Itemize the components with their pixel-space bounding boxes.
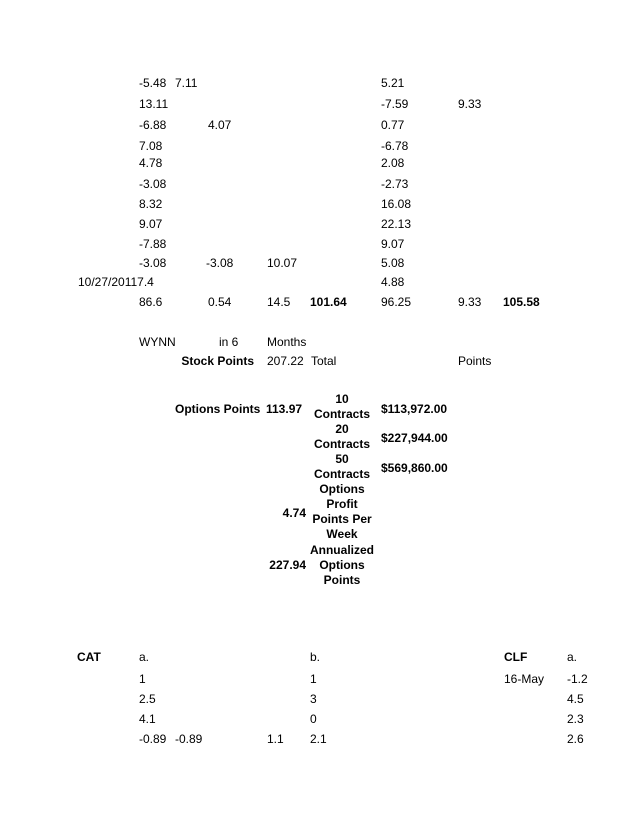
- cell: 9.07: [139, 217, 163, 231]
- contracts-20-label: 20 Contracts: [313, 422, 370, 451]
- total-cell: 14.5: [267, 295, 291, 309]
- total-cell: 86.6: [139, 295, 163, 309]
- cell: -6.78: [381, 139, 409, 153]
- cell: 3: [310, 692, 317, 706]
- cell: 4.1: [139, 712, 156, 726]
- cell: 2.6: [567, 732, 584, 746]
- ticker-clf: CLF: [504, 650, 528, 664]
- cell: -1.2: [567, 672, 588, 686]
- cell: -5.48: [139, 76, 167, 90]
- cell: 2.3: [567, 712, 584, 726]
- total-cell: 9.33: [458, 295, 482, 309]
- contracts-10-label: 10 Contracts: [313, 392, 370, 421]
- cell: -0.89: [139, 732, 167, 746]
- cell: 16.08: [381, 197, 412, 211]
- contracts-10-value: $113,972.00: [381, 402, 448, 416]
- cell: 1: [310, 672, 317, 686]
- date-cell: 10/27/20117.4: [78, 275, 154, 289]
- points-label: Points: [458, 354, 492, 368]
- cell: 9.07: [381, 237, 405, 251]
- cell: 7.08: [139, 139, 163, 153]
- total-cell: 0.54: [208, 295, 232, 309]
- total-cell: 101.64: [310, 295, 347, 309]
- weekly-options-label: Options Profit Points Per Week: [312, 482, 372, 541]
- cell: 2.08: [381, 156, 405, 170]
- cell: 9.33: [458, 97, 482, 111]
- total-cell: 105.58: [503, 295, 540, 309]
- cell: -2.73: [381, 177, 409, 191]
- contracts-50-value: $569,860.00: [381, 461, 448, 475]
- cell: 13.11: [139, 97, 169, 111]
- cell: 1: [139, 672, 146, 686]
- col-b-label: b.: [310, 650, 321, 664]
- cell: 0: [310, 712, 317, 726]
- cell: 4.88: [381, 275, 405, 289]
- total-cell: 96.25: [381, 295, 412, 309]
- annualized-options-label: Annualized Options Points: [309, 543, 374, 587]
- cell: -7.88: [139, 237, 167, 251]
- cell: 5.08: [381, 256, 405, 270]
- ticker-label: WYNN: [139, 335, 176, 349]
- cell: 22.13: [381, 217, 412, 231]
- cell: -0.89: [175, 732, 203, 746]
- cell: 4.5: [567, 692, 584, 706]
- cell: 4.78: [139, 156, 163, 170]
- date-cell: 16-May: [504, 672, 545, 686]
- cell: 5.21: [381, 76, 405, 90]
- cell: 0.77: [381, 118, 405, 132]
- cell: 7.11: [175, 76, 198, 90]
- total-label: Total: [311, 354, 337, 368]
- col-a-label: a.: [139, 650, 150, 664]
- cell: -6.88: [139, 118, 167, 132]
- months-label: Months: [267, 335, 307, 349]
- weekly-options-value: 4.74: [282, 506, 306, 520]
- cell: -3.08: [139, 177, 167, 191]
- cell: 2.5: [139, 692, 156, 706]
- cell: 4.07: [208, 118, 232, 132]
- annualized-options-value: 227.94: [269, 558, 306, 572]
- ticker-cat: CAT: [77, 650, 101, 664]
- contracts-50-label: 50 Contracts: [313, 452, 370, 481]
- cell: -3.08: [139, 256, 167, 270]
- clf-a-label: a.: [567, 650, 578, 664]
- period-label: in 6: [219, 335, 239, 349]
- cell: 10.07: [267, 256, 298, 270]
- stock-points-label: Stock Points: [181, 354, 254, 368]
- cell: -7.59: [381, 97, 409, 111]
- options-points-value: 113.97: [266, 402, 303, 416]
- contracts-20-value: $227,944.00: [381, 431, 448, 445]
- cell: 2.1: [310, 732, 327, 746]
- cell: 8.32: [139, 197, 163, 211]
- stock-points-value: 207.22: [267, 354, 304, 368]
- cell: -3.08: [206, 256, 234, 270]
- options-points-label: Options Points: [175, 402, 261, 416]
- cell: 1.1: [267, 732, 284, 746]
